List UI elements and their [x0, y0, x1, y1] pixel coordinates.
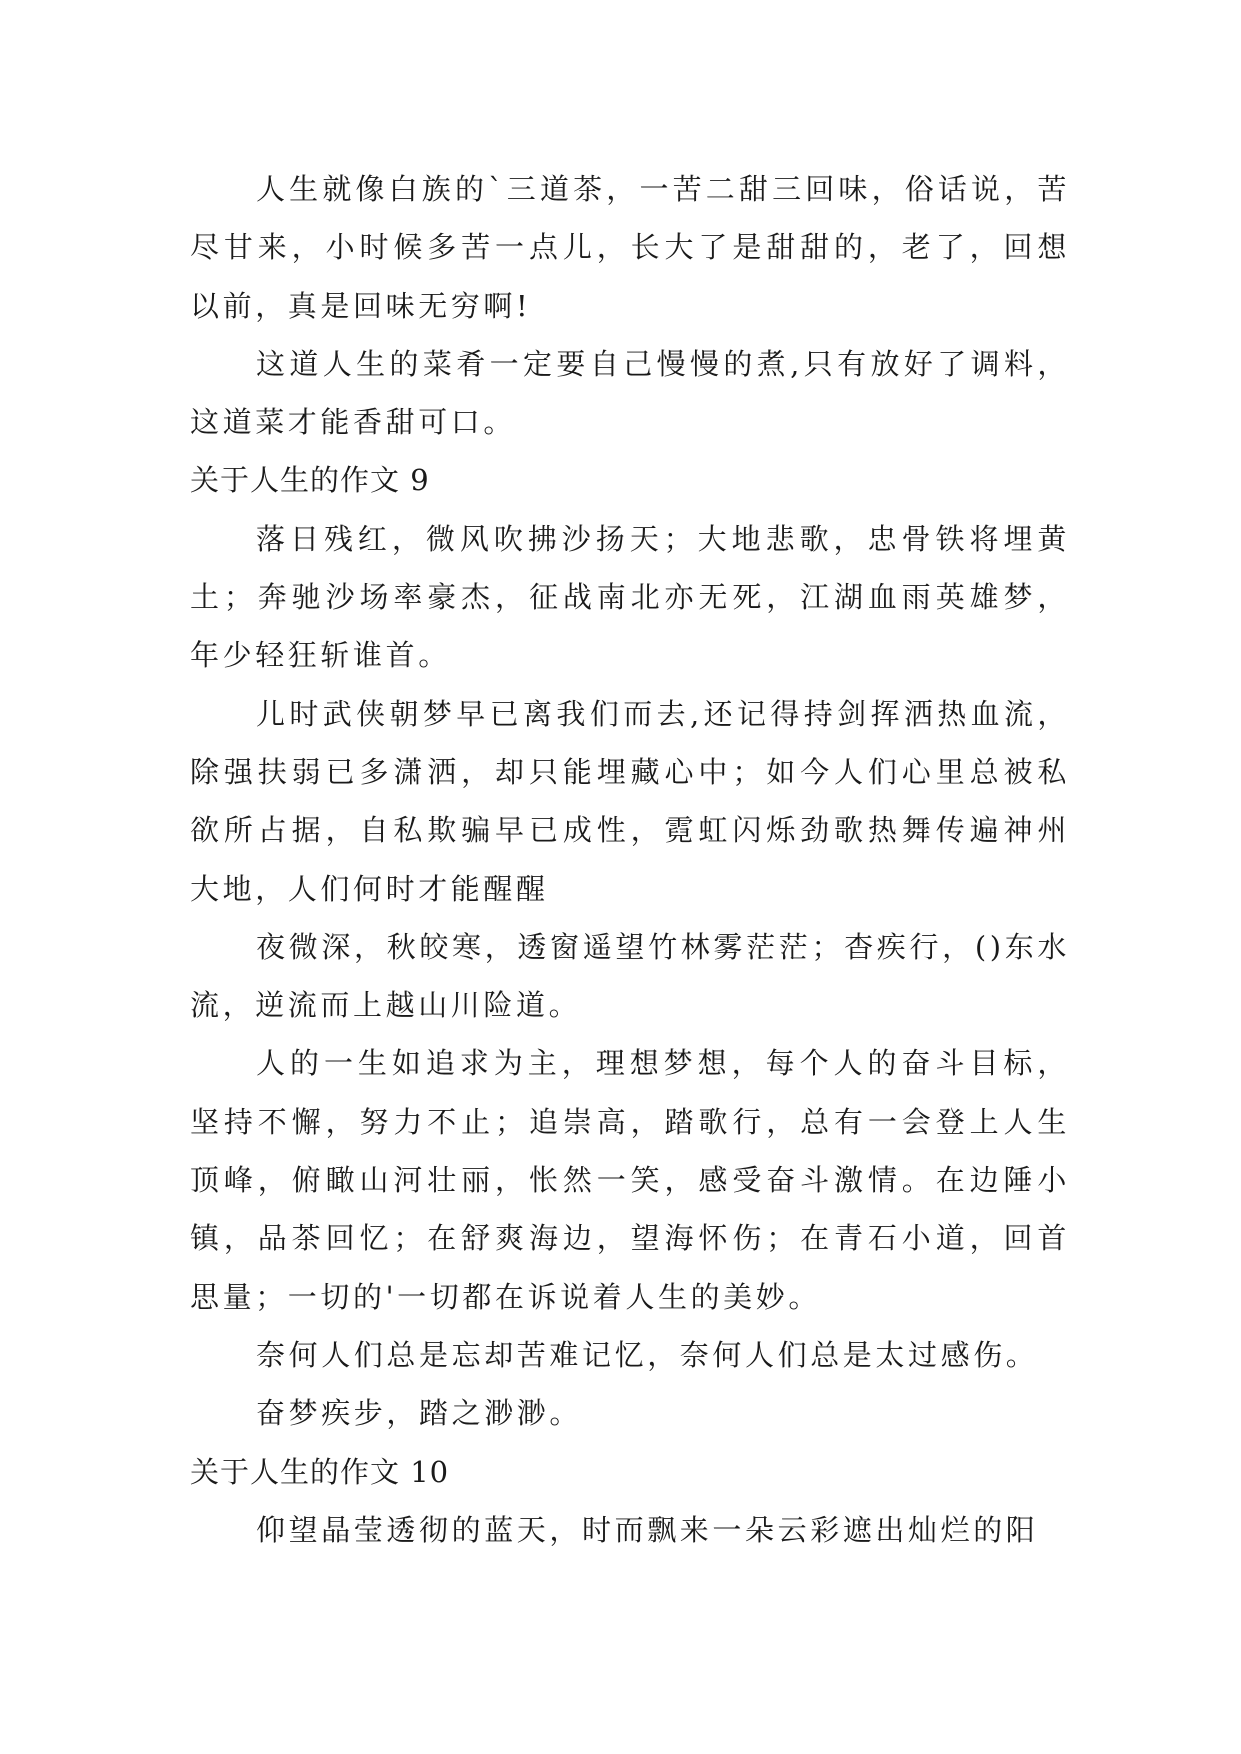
paragraph: 人生就像白族的`三道茶，一苦二甜三回味，俗话说，苦尽甘来，小时候多苦一点儿，长大了是甜甜的，老了，回想以前，真是回味无穷啊! [190, 172, 1070, 323]
paragraph: 夜微深，秋皎寒，透窗遥望竹林雾茫茫；杳疾行，()东水流，逆流而上越山川险道。 [190, 929, 1070, 1023]
paragraph: 这道人生的菜肴一定要自己慢慢的煮,只有放好了调料，这道菜才能香甜可口。 [190, 346, 1070, 440]
document-body [190, 160, 1070, 1559]
paragraph: 儿时武侠朝梦早已离我们而去,还记得持剑挥洒热血流，除强扶弱已多潇洒，却只能埋藏心中；如今人们心里总被私欲所占据，自私欺骗早已成性，霓虹闪烁劲歌热舞传遍神州大地，人们何时才能醒醒 [190, 696, 1070, 906]
section-heading: 关于人生的作文 9 [190, 463, 430, 498]
paragraph: 奋梦疾步，踏之渺渺。 [256, 1396, 583, 1431]
paragraph: 仰望晶莹透彻的蓝天，时而飘来一朵云彩遮出灿烂的阳 [256, 1512, 1039, 1547]
paragraph: 奈何人们总是忘却苦难记忆，奈何人们总是太过感伤。 [256, 1337, 1039, 1372]
paragraph: 人的一生如追求为主，理想梦想，每个人的奋斗目标，坚持不懈，努力不止；追崇高，踏歌行，总有一会登上人生顶峰，俯瞰山河壮丽，怅然一笑，感受奋斗激情。在边陲小镇，品茶回忆；在舒爽海边，望海怀伤；在青石小道，回首思量；一切的'一切都在诉说着人生的美妙。 [190, 1046, 1070, 1314]
paragraph: 落日残红，微风吹拂沙扬天；大地悲歌，忠骨铁将埋黄土；奔驰沙场率豪杰，征战南北亦无死，江湖血雨英雄梦，年少轻狂斩谁首。 [190, 521, 1070, 673]
section-heading: 关于人生的作文 10 [190, 1454, 450, 1489]
